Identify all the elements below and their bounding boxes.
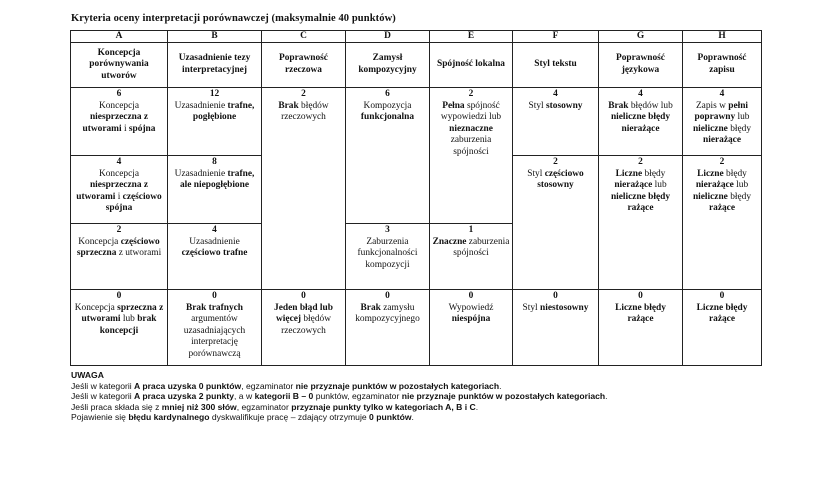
points-value: 2: [638, 157, 643, 167]
criterion-description: Uzasadnienie częściowo trafne: [181, 236, 248, 259]
criterion-cell: [430, 224, 513, 290]
column-letter: H: [683, 31, 762, 43]
criterion-cell: [262, 290, 346, 366]
criterion-cell: [513, 156, 599, 290]
criterion-description: Kompozycja funkcjonalna: [360, 100, 415, 123]
note-line: Jeśli w kategorii A praca uzyska 2 punkty, a w kategorii B – 0 punktów, egzaminator nie przyznaje punktów w pozostałych kategoriach.: [71, 391, 608, 402]
column-header: Spójność lokalna: [430, 43, 513, 88]
criterion-description: Liczne błędy nierażące lub nieliczne błędy rażące: [692, 168, 752, 214]
criterion-cell: [513, 88, 599, 156]
column-header: Poprawność zapisu: [683, 43, 762, 88]
criterion-description: Koncepcja częściowo sprzeczna z utworami: [76, 236, 162, 259]
column-letter: A: [71, 31, 168, 43]
criterion-cell: [168, 88, 262, 156]
criterion-cell: [430, 88, 513, 224]
criterion-description: Znaczne zaburzenia spójności: [432, 236, 510, 259]
column-header: Poprawność językowa: [599, 43, 683, 88]
column-letter: B: [168, 31, 262, 43]
criterion-cell: [71, 88, 168, 156]
points-value: 0: [116, 291, 122, 301]
column-header: Zamysł kompozycyjny: [346, 43, 430, 88]
page-title: Kryteria oceny interpretacji porównawczej (maksymalnie 40 punktów): [71, 13, 396, 24]
criterion-description: Wypowiedź niespójna: [448, 302, 494, 325]
criterion-cell: [346, 88, 430, 224]
criterion-cell: [168, 290, 262, 366]
points-value: 4: [719, 89, 725, 99]
points-value: 12: [209, 89, 220, 99]
criterion-description: Liczne błędy rażące: [615, 302, 666, 325]
table-row: [71, 88, 762, 156]
notes-heading: UWAGA: [71, 370, 104, 380]
points-value: 4: [116, 157, 122, 167]
column-header: Styl tekstu: [513, 43, 599, 88]
criteria-table: [70, 30, 762, 366]
criterion-description: Jeden błąd lub więcej błędów rzeczowych: [274, 302, 333, 336]
column-letter: G: [599, 31, 683, 43]
column-letter: D: [346, 31, 430, 43]
column-letter: E: [430, 31, 513, 43]
criterion-description: Brak błędów lub nieliczne błędy nierażące: [608, 100, 673, 134]
column-header: Uzasadnienie tezy interpretacyjnej: [168, 43, 262, 88]
criterion-description: Koncepcja sprzeczna z utworami lub brak koncepcji: [74, 302, 164, 336]
criterion-cell: [71, 156, 168, 224]
points-value: 4: [212, 225, 217, 235]
criterion-description: Uzasadnienie trafne, ale niepogłębione: [174, 168, 255, 191]
criterion-cell: [168, 156, 262, 224]
notes-section: [71, 370, 608, 423]
criterion-description: Styl częściowo stosowny: [527, 168, 584, 191]
points-value: 3: [385, 225, 390, 235]
criterion-description: Zapis w pełni poprawny lub nieliczne błędy nierażące: [692, 100, 752, 146]
criterion-description: Brak zamysłu kompozycyjnego: [355, 302, 420, 325]
criterion-cell: [168, 224, 262, 290]
criterion-description: Styl niestosowny: [522, 302, 589, 313]
criterion-description: Styl stosowny: [528, 100, 583, 111]
column-letter: C: [262, 31, 346, 43]
criterion-description: Zaburzenia funkcjonalności kompozycji: [357, 236, 418, 270]
criterion-cell: [262, 88, 346, 290]
criterion-cell: [683, 156, 762, 290]
points-value: 0: [468, 291, 474, 301]
criterion-description: Liczne błędy rażące: [696, 302, 748, 325]
points-value: 2: [116, 225, 122, 235]
note-line: Jeśli w kategorii A praca uzyska 0 punktów, egzaminator nie przyznaje punktów w pozostałych kategoriach.: [71, 380, 502, 391]
column-header: Poprawność rzeczowa: [262, 43, 346, 88]
letter-row: [71, 31, 762, 43]
points-value: 0: [719, 291, 725, 301]
note-line: Pojawienie się błędu kardynalnego dyskwalifikuje pracę – zdający otrzymuje 0 punktów.: [71, 412, 414, 423]
criterion-cell: [599, 88, 683, 156]
column-header: Koncepcja porównywania utworów: [71, 43, 168, 88]
criterion-cell: [513, 290, 599, 366]
points-value: 2: [553, 157, 558, 167]
criterion-cell: [683, 290, 762, 366]
criterion-description: Brak trafnych argumentów uzasadniających interpretację porównawczą: [183, 302, 246, 359]
criterion-cell: [71, 224, 168, 290]
points-value: 2: [301, 89, 306, 99]
note-line: Jeśli praca składa się z mniej niż 300 słów, egzaminator przyznaje punkty tylko w kategoriach A, B i C.: [71, 401, 479, 412]
criterion-description: Pełna spójność wypowiedzi lub nieznaczne zaburzenia spójności: [440, 100, 502, 157]
criterion-description: Koncepcja niesprzeczna z utworami i spójna: [82, 100, 156, 134]
points-value: 0: [385, 291, 390, 301]
points-value: 2: [468, 89, 474, 99]
points-value: 4: [553, 89, 558, 99]
criterion-cell: [346, 290, 430, 366]
criterion-cell: [599, 156, 683, 290]
points-value: 0: [553, 291, 558, 301]
criterion-description: Brak błędów rzeczowych: [278, 100, 329, 123]
criterion-cell: [430, 290, 513, 366]
points-value: 6: [385, 89, 390, 99]
points-value: 1: [468, 225, 474, 235]
points-value: 6: [116, 89, 122, 99]
points-value: 2: [719, 157, 725, 167]
criterion-cell: [346, 224, 430, 290]
column-letter: F: [513, 31, 599, 43]
header-row: [71, 43, 762, 88]
criterion-description: Liczne błędy nierażące lub nieliczne błędy rażące: [610, 168, 671, 214]
points-value: 8: [212, 157, 217, 167]
criterion-cell: [71, 290, 168, 366]
points-value: 0: [638, 291, 643, 301]
criterion-cell: [683, 88, 762, 156]
points-value: 0: [301, 291, 306, 301]
criterion-cell: [599, 290, 683, 366]
criterion-description: Koncepcja niesprzeczna z utworami i częściowo spójna: [76, 168, 162, 214]
table-row: [71, 290, 762, 366]
criterion-description: Uzasadnienie trafne, pogłębione: [174, 100, 255, 123]
points-value: 4: [638, 89, 643, 99]
points-value: 0: [212, 291, 217, 301]
